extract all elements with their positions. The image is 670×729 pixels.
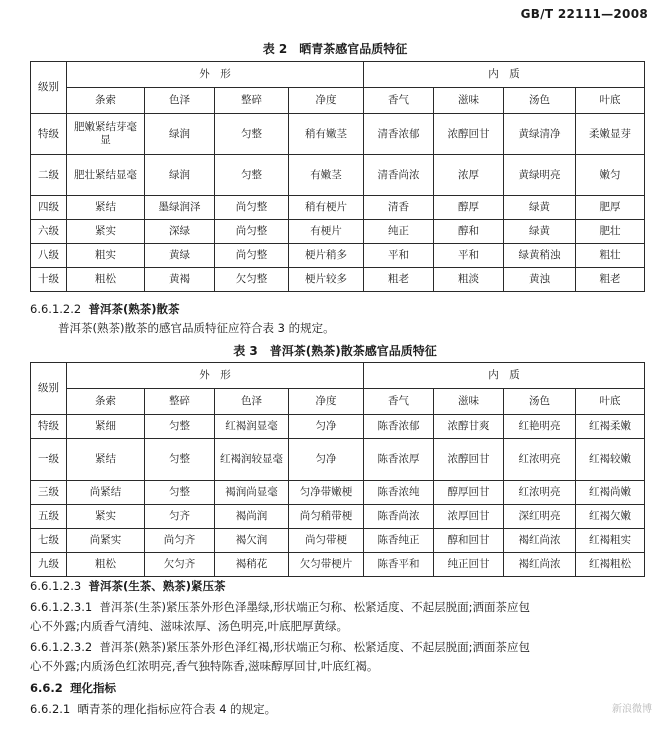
table-cell: 红褐润较显毫 bbox=[215, 439, 289, 481]
table-cell: 褐红尚浓 bbox=[504, 553, 576, 577]
table-cell: 梗片稍多 bbox=[289, 244, 364, 268]
table-cell: 浓醇回甘 bbox=[434, 439, 504, 481]
table-cell: 尚匀齐 bbox=[145, 529, 215, 553]
table-row bbox=[31, 505, 645, 529]
section-6-6-1-2-2-body: 普洱茶(熟茶)散茶的感官品质特征应符合表 3 的规定。 bbox=[58, 321, 335, 335]
column-header: 色泽 bbox=[215, 389, 289, 415]
column-header-row bbox=[31, 88, 645, 114]
table-row bbox=[31, 155, 645, 196]
table-cell: 紧细 bbox=[67, 415, 145, 439]
table-cell: 粗松 bbox=[67, 268, 145, 292]
column-header: 整碎 bbox=[145, 389, 215, 415]
grade-cell: 五级 bbox=[31, 505, 67, 529]
table-cell: 陈香浓厚 bbox=[364, 439, 434, 481]
section-6-6-1-2-2-heading: 6.6.1.2.2 普洱茶(熟茶)散茶 bbox=[30, 302, 180, 316]
grade-header: 级别 bbox=[31, 62, 67, 114]
table-cell: 匀整 bbox=[145, 439, 215, 481]
table-cell: 纯正 bbox=[364, 220, 434, 244]
table-cell: 粗老 bbox=[576, 268, 645, 292]
table-cell: 褐红尚浓 bbox=[504, 529, 576, 553]
table-cell: 紧结 bbox=[67, 439, 145, 481]
table-cell: 有嫩茎 bbox=[289, 155, 364, 196]
table-cell: 红褐欠嫩 bbox=[576, 505, 645, 529]
column-header: 整碎 bbox=[215, 88, 289, 114]
table-cell: 红浓明亮 bbox=[504, 439, 576, 481]
table-cell: 匀净 bbox=[289, 439, 364, 481]
watermark: 新浪微博 bbox=[612, 704, 652, 715]
column-header: 色泽 bbox=[145, 88, 215, 114]
table-cell: 肥壮 bbox=[576, 220, 645, 244]
table-cell: 尚匀稍带梗 bbox=[289, 505, 364, 529]
table-cell: 黄绿清净 bbox=[504, 114, 576, 155]
table-row bbox=[31, 196, 645, 220]
grade-cell: 三级 bbox=[31, 481, 67, 505]
table-cell: 匀净带嫩梗 bbox=[289, 481, 364, 505]
table-cell: 粗实 bbox=[67, 244, 145, 268]
table-cell: 绿润 bbox=[145, 114, 215, 155]
table-cell: 尚匀带梗 bbox=[289, 529, 364, 553]
table-cell: 紧实 bbox=[67, 220, 145, 244]
section-6-6-1-2-3-2-line2: 心不外露;内质汤色红浓明亮,香气独特陈香,滋味醇厚回甘,叶底红褐。 bbox=[30, 659, 379, 673]
table-row bbox=[31, 529, 645, 553]
table3 bbox=[30, 362, 645, 577]
table-cell: 红褐粗实 bbox=[576, 529, 645, 553]
table-cell: 黄绿 bbox=[145, 244, 215, 268]
table-cell: 醇厚 bbox=[434, 196, 504, 220]
section-6-6-1-2-3-1-line2: 心不外露;内质香气清纯、滋味浓厚、汤色明亮,叶底肥厚黄绿。 bbox=[30, 619, 349, 633]
table-cell: 黄绿明亮 bbox=[504, 155, 576, 196]
column-header: 滋味 bbox=[434, 88, 504, 114]
section-6-6-2-heading: 6.6.2 理化指标 bbox=[30, 681, 117, 695]
table-cell: 浓醇回甘 bbox=[434, 114, 504, 155]
grade-header: 级别 bbox=[31, 363, 67, 415]
table-cell: 黄浊 bbox=[504, 268, 576, 292]
table-cell: 红艳明亮 bbox=[504, 415, 576, 439]
table-cell: 欠匀齐 bbox=[145, 553, 215, 577]
column-header: 叶底 bbox=[576, 389, 645, 415]
section-6-6-1-2-3-heading: 6.6.1.2.3 普洱茶(生茶、熟茶)紧压茶 bbox=[30, 579, 226, 593]
table-row bbox=[31, 114, 645, 155]
table-cell: 嫩匀 bbox=[576, 155, 645, 196]
table-cell: 匀整 bbox=[145, 415, 215, 439]
grade-cell: 二级 bbox=[31, 155, 67, 196]
table-cell: 陈香纯正 bbox=[364, 529, 434, 553]
table-cell: 粗老 bbox=[364, 268, 434, 292]
table-cell: 梗片较多 bbox=[289, 268, 364, 292]
table-cell: 绿黄 bbox=[504, 196, 576, 220]
table-cell: 平和 bbox=[434, 244, 504, 268]
table-cell: 匀整 bbox=[145, 481, 215, 505]
table-cell: 有梗片 bbox=[289, 220, 364, 244]
table-cell: 绿润 bbox=[145, 155, 215, 196]
table-cell: 尚匀整 bbox=[215, 244, 289, 268]
table-cell: 柔嫩显芽 bbox=[576, 114, 645, 155]
table-cell: 红浓明亮 bbox=[504, 481, 576, 505]
column-header: 条索 bbox=[67, 389, 145, 415]
table-cell: 醇和 bbox=[434, 220, 504, 244]
grade-cell: 六级 bbox=[31, 220, 67, 244]
table-cell: 尚紧实 bbox=[67, 529, 145, 553]
table-cell: 紧结 bbox=[67, 196, 145, 220]
table-cell: 褐润尚显毫 bbox=[215, 481, 289, 505]
table-cell: 匀齐 bbox=[145, 505, 215, 529]
table-cell: 尚紧结 bbox=[67, 481, 145, 505]
table-cell: 粗淡 bbox=[434, 268, 504, 292]
table-cell: 浓厚 bbox=[434, 155, 504, 196]
table-row bbox=[31, 481, 645, 505]
table-cell: 红褐柔嫩 bbox=[576, 415, 645, 439]
table-cell: 清香尚浓 bbox=[364, 155, 434, 196]
table-cell: 尚匀整 bbox=[215, 196, 289, 220]
table-cell: 肥嫩紧结芽毫显 bbox=[67, 114, 145, 155]
column-header: 条索 bbox=[67, 88, 145, 114]
table-cell: 浓醇甘爽 bbox=[434, 415, 504, 439]
column-header: 净度 bbox=[289, 88, 364, 114]
table-cell: 匀整 bbox=[215, 114, 289, 155]
table-cell: 陈香平和 bbox=[364, 553, 434, 577]
column-header-row bbox=[31, 389, 645, 415]
section-6-6-1-2-3-1-line1: 6.6.1.2.3.1 普洱茶(生茶)紧压茶外形色泽墨绿,形状端正匀称、松紧适度、不起层脱面;洒面茶应包 bbox=[30, 600, 530, 614]
group-header-internal: 内 质 bbox=[364, 363, 645, 389]
group-header-appearance: 外 形 bbox=[67, 62, 364, 88]
grade-cell: 九级 bbox=[31, 553, 67, 577]
grade-cell: 八级 bbox=[31, 244, 67, 268]
table-cell: 稍有梗片 bbox=[289, 196, 364, 220]
table-cell: 红褐较嫩 bbox=[576, 439, 645, 481]
table-cell: 醇和回甘 bbox=[434, 529, 504, 553]
table-cell: 陈香浓郁 bbox=[364, 415, 434, 439]
column-header: 叶底 bbox=[576, 88, 645, 114]
table-cell: 红褐粗松 bbox=[576, 553, 645, 577]
table-cell: 肥厚 bbox=[576, 196, 645, 220]
table-cell: 醇厚回甘 bbox=[434, 481, 504, 505]
table-cell: 褐欠润 bbox=[215, 529, 289, 553]
table-cell: 匀净 bbox=[289, 415, 364, 439]
column-header: 净度 bbox=[289, 389, 364, 415]
table-cell: 清香 bbox=[364, 196, 434, 220]
table-cell: 稍有嫩茎 bbox=[289, 114, 364, 155]
grade-cell: 一级 bbox=[31, 439, 67, 481]
table2 bbox=[30, 61, 645, 292]
table-cell: 紧实 bbox=[67, 505, 145, 529]
column-header: 汤色 bbox=[504, 88, 576, 114]
table-cell: 匀整 bbox=[215, 155, 289, 196]
table-cell: 陈香尚浓 bbox=[364, 505, 434, 529]
table-cell: 红褐润显毫 bbox=[215, 415, 289, 439]
table-row bbox=[31, 415, 645, 439]
grade-cell: 十级 bbox=[31, 268, 67, 292]
grade-cell: 七级 bbox=[31, 529, 67, 553]
table-cell: 欠匀带梗片 bbox=[289, 553, 364, 577]
grade-cell: 特级 bbox=[31, 415, 67, 439]
table-cell: 黄褐 bbox=[145, 268, 215, 292]
table-cell: 平和 bbox=[364, 244, 434, 268]
table-row bbox=[31, 244, 645, 268]
table-cell: 肥壮紧结显毫 bbox=[67, 155, 145, 196]
column-header: 香气 bbox=[364, 88, 434, 114]
column-header: 香气 bbox=[364, 389, 434, 415]
table2-caption: 表 2 晒青茶感官品质特征 bbox=[262, 42, 408, 56]
section-6-6-1-2-3-2-line1: 6.6.1.2.3.2 普洱茶(熟茶)紧压茶外形色泽红褐,形状端正匀称、松紧适度、不起层脱面;洒面茶应包 bbox=[30, 640, 530, 654]
section-6-6-2-1-body: 6.6.2.1 晒青茶的理化指标应符合表 4 的规定。 bbox=[30, 702, 277, 716]
table-cell: 绿黄稍浊 bbox=[504, 244, 576, 268]
table-cell: 深绿 bbox=[145, 220, 215, 244]
standard-number: GB/T 22111—2008 bbox=[520, 7, 648, 21]
table-cell: 清香浓郁 bbox=[364, 114, 434, 155]
table3-caption: 表 3 普洱茶(熟茶)散茶感官品质特征 bbox=[233, 344, 437, 358]
table-row bbox=[31, 268, 645, 292]
table-row bbox=[31, 439, 645, 481]
table-cell: 粗松 bbox=[67, 553, 145, 577]
group-header-internal: 内 质 bbox=[364, 62, 645, 88]
table-cell: 深红明亮 bbox=[504, 505, 576, 529]
table-cell: 红褐尚嫩 bbox=[576, 481, 645, 505]
table-cell: 墨绿润泽 bbox=[145, 196, 215, 220]
table-cell: 浓厚回甘 bbox=[434, 505, 504, 529]
table-cell: 褐尚润 bbox=[215, 505, 289, 529]
table-cell: 绿黄 bbox=[504, 220, 576, 244]
table-cell: 褐稍花 bbox=[215, 553, 289, 577]
table-cell: 尚匀整 bbox=[215, 220, 289, 244]
grade-cell: 四级 bbox=[31, 196, 67, 220]
table-row bbox=[31, 553, 645, 577]
table-row bbox=[31, 220, 645, 244]
group-header-appearance: 外 形 bbox=[67, 363, 364, 389]
column-header: 滋味 bbox=[434, 389, 504, 415]
grade-cell: 特级 bbox=[31, 114, 67, 155]
table-cell: 陈香浓纯 bbox=[364, 481, 434, 505]
column-header: 汤色 bbox=[504, 389, 576, 415]
table-cell: 纯正回甘 bbox=[434, 553, 504, 577]
table-cell: 粗壮 bbox=[576, 244, 645, 268]
table-cell: 欠匀整 bbox=[215, 268, 289, 292]
